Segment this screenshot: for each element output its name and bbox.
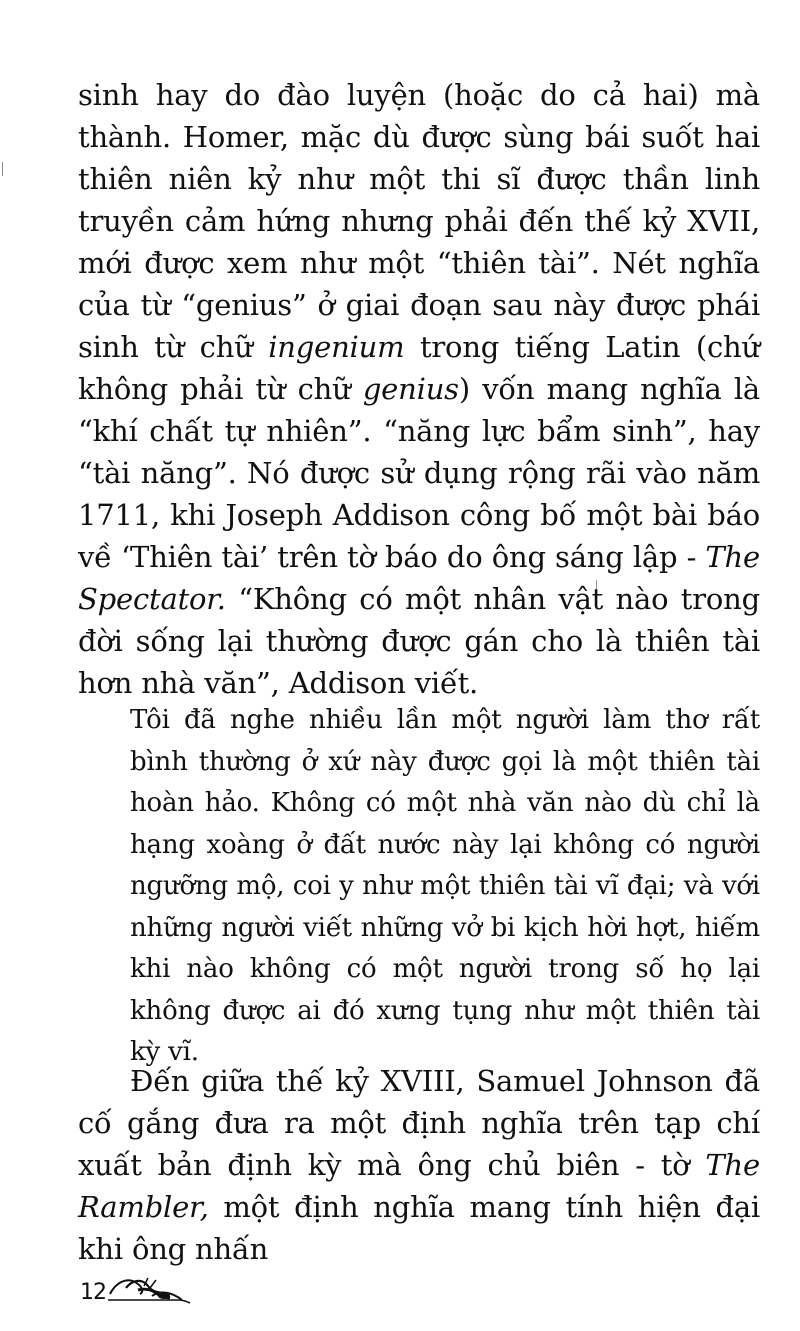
addison-block-quote: Tôi đã nghe nhiều lần một người làm thơ rất bình thường ở xứ này được gọi là một thiên tài hoàn hảo. Không có một nhà văn nào dù chỉ là hạng xoàng ở đất nước này lại không có người ngưỡng mộ, coi y như một thiên tài vĩ đại; và với những người viết những vở bi kịch hời hợt, hiếm khi nào không có một người trong số họ lại không được ai đó xưng tụng như một thiên tài kỳ vĩ. (130, 705, 760, 1067)
paragraph-text: một định nghĩa mang tính hiện đại khi ông nhấn (78, 1190, 760, 1266)
paragraph-text: trong tiếng Latin (chứ không phải từ chữ (78, 330, 760, 406)
paragraph-homer-genius (78, 74, 760, 704)
margin-mark (2, 162, 3, 176)
paragraph-text: ) vốn mang nghĩa là “khí chất tự nhiên”. “năng lực bẩm sinh”, hay “tài năng”. Nó được sử dụng rộng rãi vào năm 1711, khi Joseph Addison công bố một bài báo về ‘Thiên tài’ trên tờ báo do ông sáng lập - (78, 372, 760, 574)
page-footer (80, 1270, 192, 1304)
latin-term-ingenium: ingenium (268, 330, 405, 364)
publication-title-spectator: The Spectator. (78, 540, 760, 616)
latin-term-genius: genius (362, 372, 459, 406)
publication-title-rambler: The Rambler, (78, 1148, 760, 1224)
paragraph-text: Đến giữa thế kỷ XVIII, Samuel Johnson đã cố gắng đưa ra một định nghĩa trên tạp chí xuất bản định kỳ mà ông chủ biên - tờ (78, 1064, 760, 1182)
page-number: 12 (80, 1280, 106, 1305)
paragraph-text: sinh hay do đào luyện (hoặc do cả hai) mà thành. Homer, mặc dù được sùng bái suốt hai thiên niên kỷ như một thi sĩ được thần linh truyền cảm hứng nhưng phải đến thế kỷ XVII, mới được xem như một “thiên tài”. Nét nghĩa của từ “genius” ở giai đoạn sau này được phái sinh từ chữ (78, 78, 760, 364)
paragraph-samuel-johnson (78, 1060, 760, 1270)
quill-ornament-icon (108, 1270, 192, 1304)
paragraph-text: “Không có một nhân vật nào trong đời sống lại thường được gán cho là thiên tài hơn nhà văn”, Addison viết. (78, 582, 760, 700)
